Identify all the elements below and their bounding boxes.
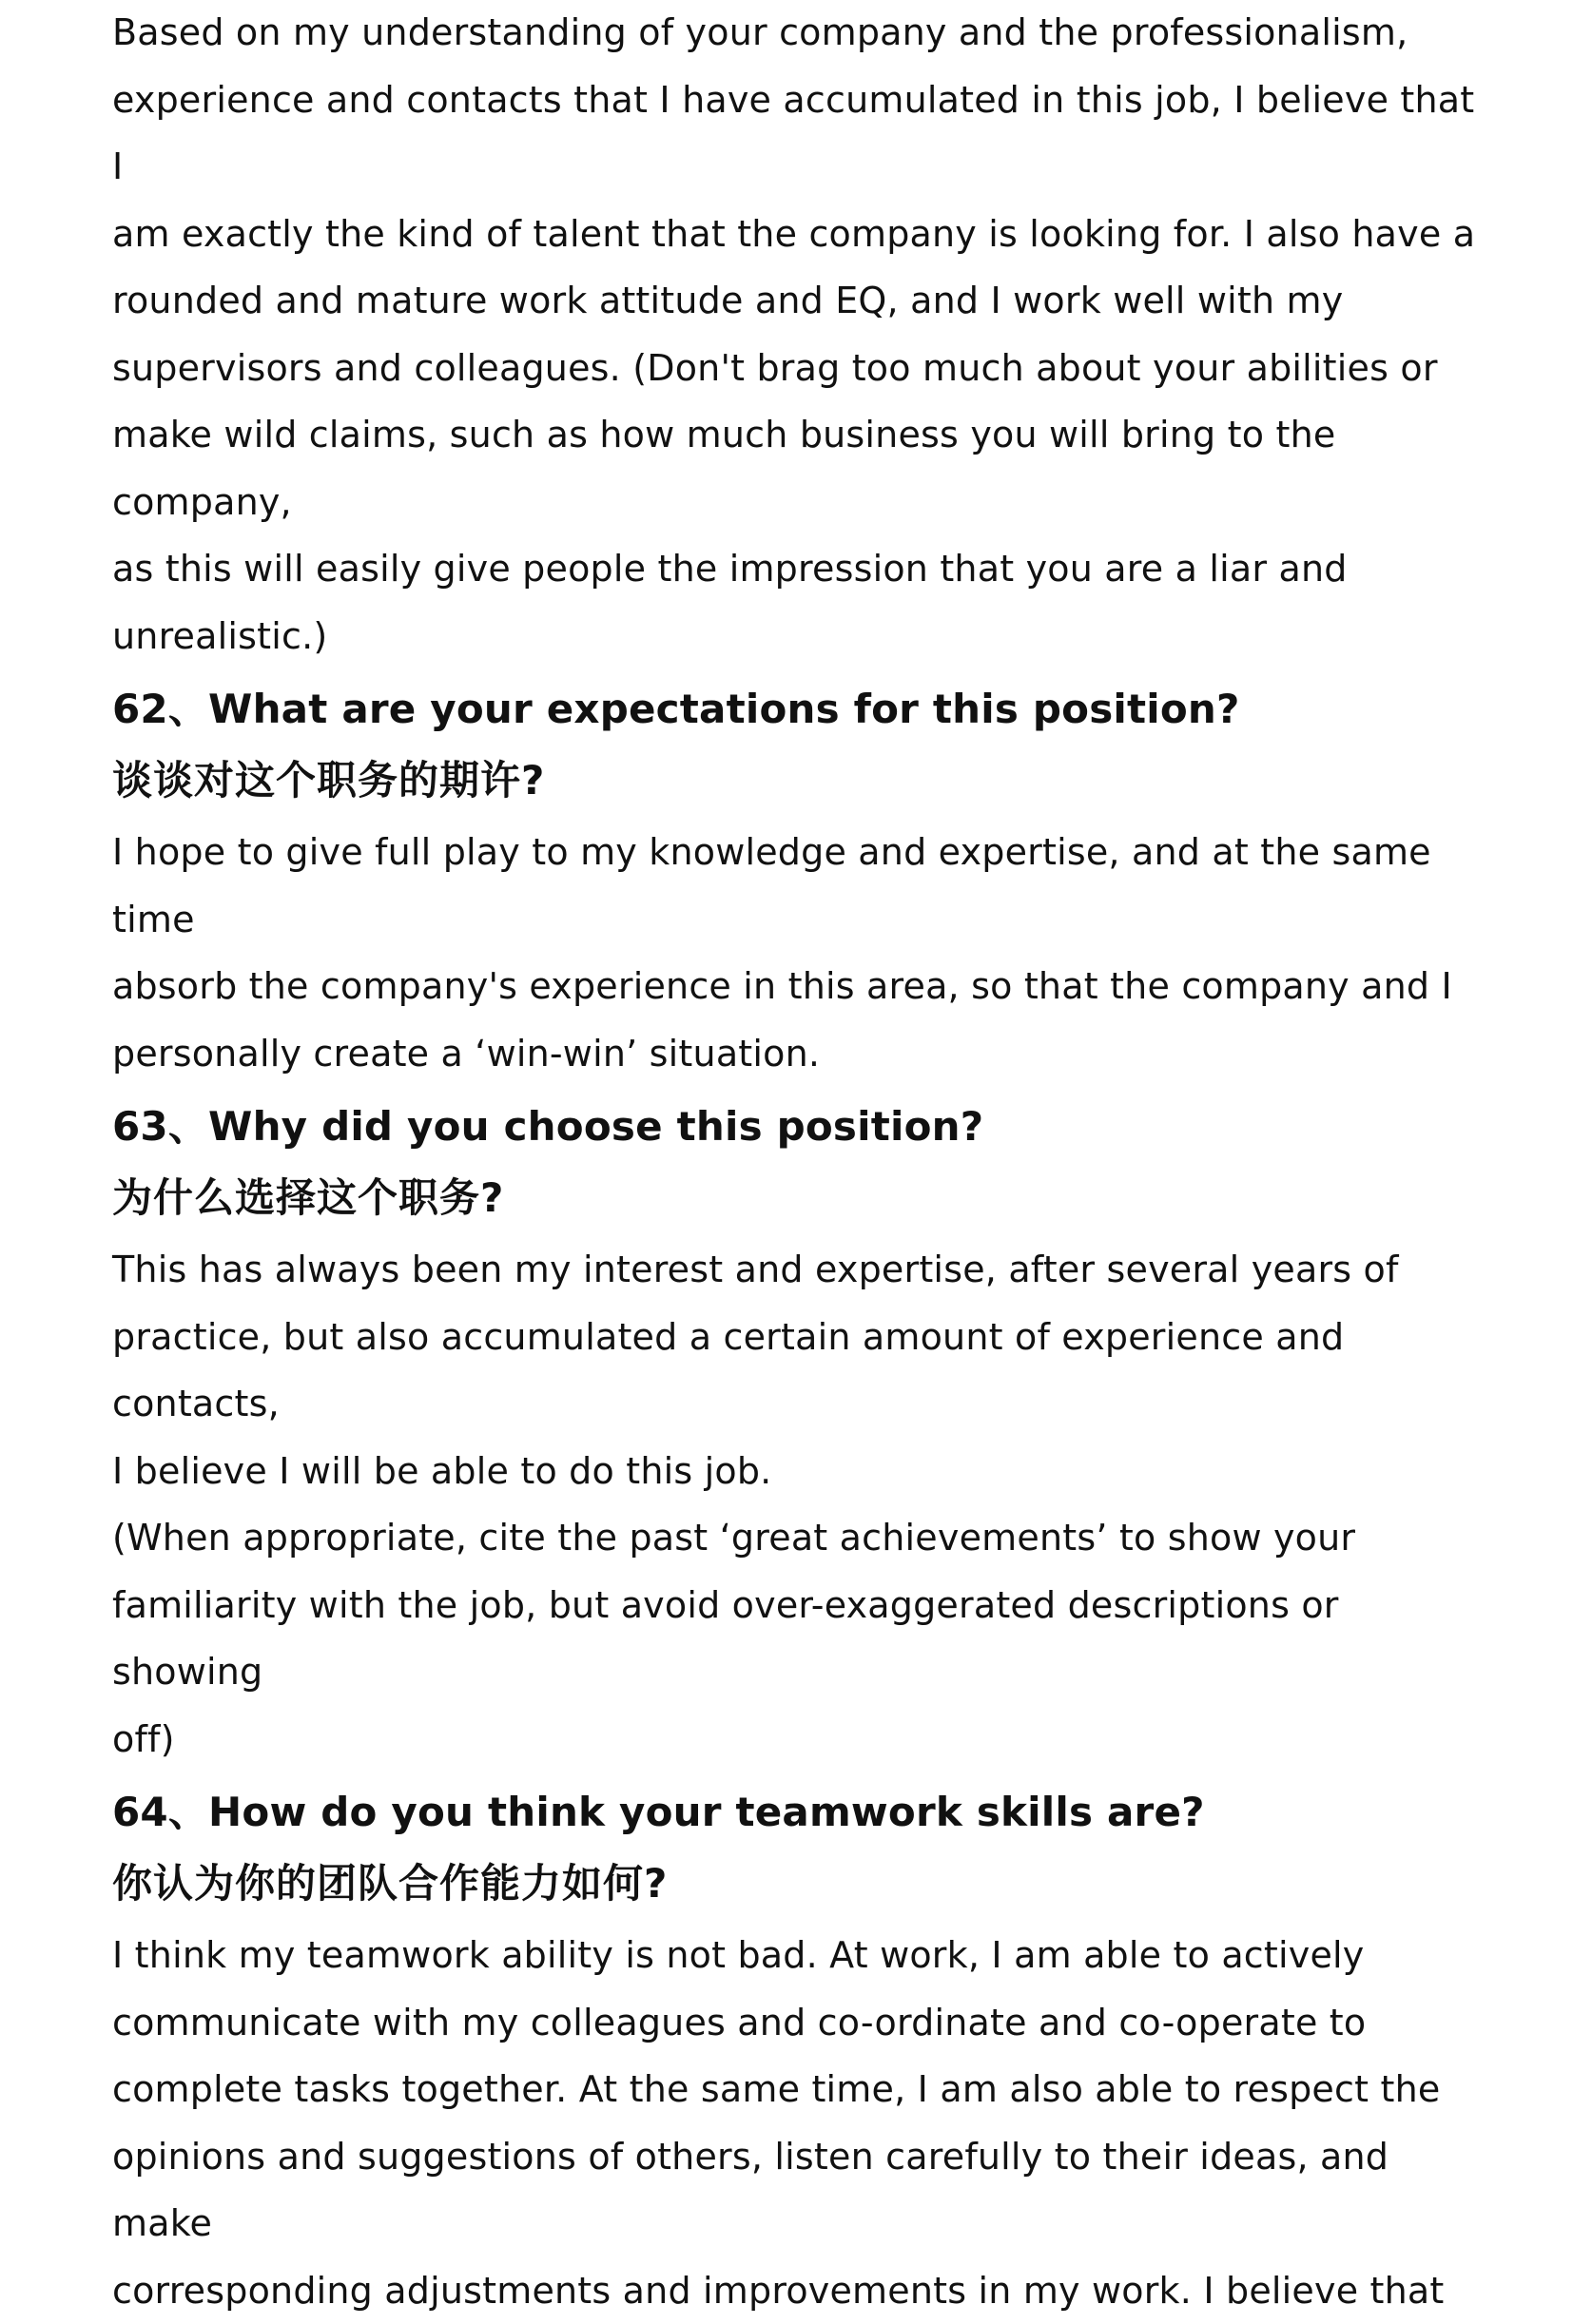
question-62-title-en: 62、What are your expectations for this position? (112, 686, 1240, 732)
question-63-title-en: 63、Why did you choose this position? (112, 1103, 984, 1150)
question-63-answer: This has always been my interest and expertise, after several years of practice, but also accumulated a certain amount of experience and contacts, I believe I will be able to do this job. (When appropriate, cite the past ‘great achievements’ to show your familiarity with the job, but avoid over-exaggerated descriptions or showing off) (112, 1249, 1399, 1760)
question-64-answer: I think my teamwork ability is not bad. At work, I am able to actively communicate with my colleagues and co-ordinate and co-operate to complete tasks together. At the same time, I am also able to respect the opinions and suggestions of others, listen carefully to their ideas, and make corresponding adjustments and improvements in my work. I believe that (112, 1934, 1445, 2312)
intro-paragraph: Based on my understanding of your company and the professionalism, experience and contacts that I have accumulated in this job, I believe that I am exactly the kind of talent that the company is looking for. I also have a rounded and mature work attitude and EQ, and I work well with my supervisors and colleagues. (Don't brag too much about your abilities or make wild claims, such as how much business you will bring to the company, as this will easily give people the impression that you are a liar and unrealistic.) (112, 11, 1476, 657)
question-64-title-zh: 你认为你的团队合作能力如何? (112, 1860, 669, 1907)
document-page (112, 0, 1482, 2324)
question-63 (112, 1092, 1482, 1772)
question-63-title-zh: 为什么选择这个职务? (112, 1174, 505, 1221)
question-62 (112, 674, 1482, 1087)
question-64 (112, 1777, 1482, 2324)
question-62-title-zh: 谈谈对这个职务的期许? (112, 757, 546, 804)
question-64-title-en: 64、How do you think your teamwork skills are? (112, 1789, 1205, 1835)
question-62-answer: I hope to give full play to my knowledge and expertise, and at the same time absorb the company's experience in this area, so that the company and I personally create a ‘win-win’ situation. (112, 831, 1452, 1075)
